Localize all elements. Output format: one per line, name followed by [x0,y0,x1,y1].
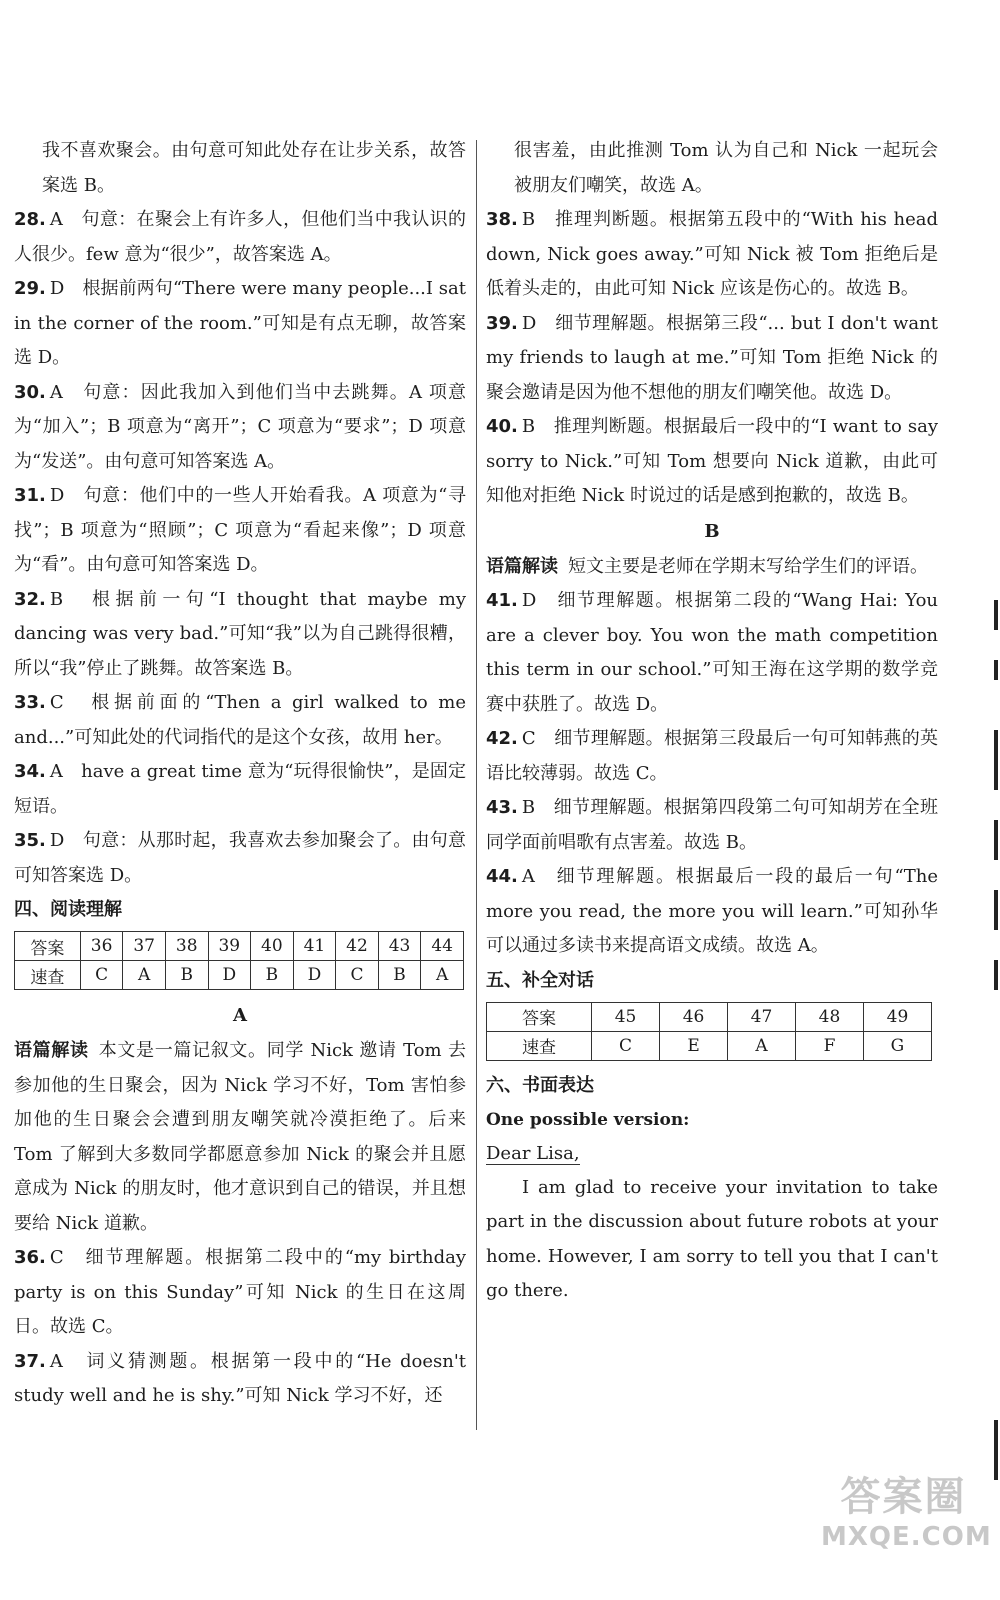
answer-item: 42. C 细节理解题。根据第三段最后一句可知韩燕的英语比较薄弱。故选 C。 [486,728,938,784]
answer-item: 37. A 词义猜测题。根据第一段中的“He doesn't study well and he is shy.”可知 Nick 学习不好，还 [14,1350,466,1406]
table-cell: G [863,1031,931,1060]
part-a-heading: A [233,1005,247,1026]
watermark-logo: 答案圈 MXQE.COM [821,1474,992,1552]
table-cell: B [378,961,421,990]
table-label: 答案 [487,1002,592,1031]
table-label: 答案 [15,932,81,961]
version-label: One possible version: [486,1109,690,1130]
answer-item: 32. B 根据前一句“I thought that maybe my dancing was very bad.”可知“我”以为自己跳得很糟，所以“我”停止了跳舞。故答案选 B。 [14,588,466,679]
part-b-heading: B [704,520,720,542]
answer-item: 43. B 细节理解题。根据第四段第二句可知胡芳在全班同学面前唱歌有点害羞。故选 B。 [486,797,938,853]
answer-item: 31. D 句意：他们中的一些人开始看我。A 项意为“寻找”；B 项意为“照顾”；C 项意为“看起来像”；D 项意为“看”。由句意可知答案选 D。 [14,485,466,575]
answer-item: 29. D 根据前两句“There were many people...I sat in the corner of the room.”可知是有点无聊，故答案选 D。 [14,278,466,368]
table-cell: C [336,961,379,990]
table-cell: 36 [80,932,123,961]
answer-item: 33. C 根据前面的“Then a girl walked to me and...”可知此处的代词指代的是这个女孩，故用 her。 [14,692,466,748]
table-cell: 46 [660,1002,728,1031]
table-cell: F [795,1031,863,1060]
answer-table-45-49 [486,1002,932,1061]
table-cell: 42 [336,932,379,961]
column-divider [476,140,477,1430]
table-cell: 49 [863,1002,931,1031]
table-cell: 44 [421,932,464,961]
section-title-reading: 四、阅读理解 [14,899,122,920]
table-cell: A [123,961,166,990]
table-cell: 39 [208,932,251,961]
answer-item: 35. D 句意：从那时起，我喜欢去参加聚会了。由句意可知答案选 D。 [14,830,466,886]
table-cell: 45 [592,1002,660,1031]
table-cell: C [592,1031,660,1060]
table-cell: E [660,1031,728,1060]
answer-item: 34. A have a great time 意为“玩得很愉快”，是固定短语。 [14,761,466,817]
section-title-dialogue: 五、补全对话 [486,969,594,991]
table-cell: A [421,961,464,990]
answer-list-28-35 [14,203,466,893]
table-cell: C [80,961,123,990]
letter-body: I am glad to receive your invitation to take part in the discussion about future robots at your home. However, I am sorry to tell you that I can't go there. [486,1176,938,1301]
table-cell: 37 [123,932,166,961]
table-cell: 40 [251,932,294,961]
table-cell: A [728,1031,796,1060]
table-cell: 41 [293,932,336,961]
table-label: 速查 [487,1031,592,1060]
section-title-writing: 六、书面表达 [486,1074,594,1096]
table-cell: B [251,961,294,990]
answer-table-36-44 [14,931,464,990]
answer-item: 39. D 细节理解题。根据第三段“... but I don't want my friends to laugh at me.”可知 Tom 拒绝 Nick 的聚会邀请是因为他不想他的朋友们嘲笑他。故选 D。 [486,312,938,403]
table-cell: D [208,961,251,990]
answer-item: 36. C 细节理解题。根据第二段中的“my birthday party is on this Sunday”可知 Nick 的生日在这周日。故选 C。 [14,1247,466,1337]
left-column [14,134,466,1414]
answer-item: 38. B 推理判断题。根据第五段中的“With his head down, Nick goes away.”可知 Nick 被 Tom 拒绝后是低着头走的，由此可知 Nick 应该是伤心的。故选 B。 [486,209,938,299]
table-label: 速查 [15,961,81,990]
answer-item: 30. A 句意：因此我加入到他们当中去跳舞。A 项意为“加入”；B 项意为“离开”；C 项意为“要求”；D 项意为“发送”。由句意可知答案选 A。 [14,381,466,472]
answer-item: 41. D 细节理解题。根据第二段的“Wang Hai: You are a clever boy. You won the math competition this term in our school.”可知王海在这学期的数学竞赛中获胜了。故选 D。 [486,590,938,715]
answer-item: 28. A 句意：在聚会上有许多人，但他们当中我认识的人很少。few 意为“很少”，故答案选 A。 [14,209,466,265]
table-cell: 38 [165,932,208,961]
answer-item: 44. A 细节理解题。根据最后一段的最后一句“The more you read, the more you will learn.”可知孙华可以通过多读书来提高语文成绩。故选 A。 [486,866,938,956]
reading-summary-a: 语篇解读 本文是一篇记叙文。同学 Nick 邀请 Tom 去参加他的生日聚会，因为 Nick 学习不好，Tom 害怕参加他的生日聚会会遭到朋友嘲笑就冷漠拒绝了。后来 Tom 了解到大多数同学都愿意参加 Nick 的聚会并且愿意成为 Nick 的朋友时，他才意识到自己的错误，并且想要给 Nick 道歉。 [14,1040,466,1234]
table-cell: 47 [728,1002,796,1031]
letter-salutation: Dear Lisa, [486,1142,580,1164]
table-cell: 48 [795,1002,863,1031]
continued-answer: 很害羞，由此推测 Tom 认为自己和 Nick 一起玩会被朋友们嘲笑，故选 A。 [514,140,938,196]
reading-summary-b: 语篇解读 短文主要是老师在学期末写给学生们的评语。 [486,555,928,577]
table-cell: B [165,961,208,990]
table-cell: D [293,961,336,990]
continued-answer: 我不喜欢聚会。由句意可知此处存在让步关系，故答案选 B。 [42,140,466,196]
answer-item: 40. B 推理判断题。根据最后一段中的“I want to say sorry to Nick.”可知 Tom 想要向 Nick 道歉，由此可知他对拒绝 Nick 时说过的话是感到抱歉的，故选 B。 [486,416,938,506]
binding-edge-marks [992,600,1000,1500]
right-column [486,134,938,1309]
table-cell: 43 [378,932,421,961]
